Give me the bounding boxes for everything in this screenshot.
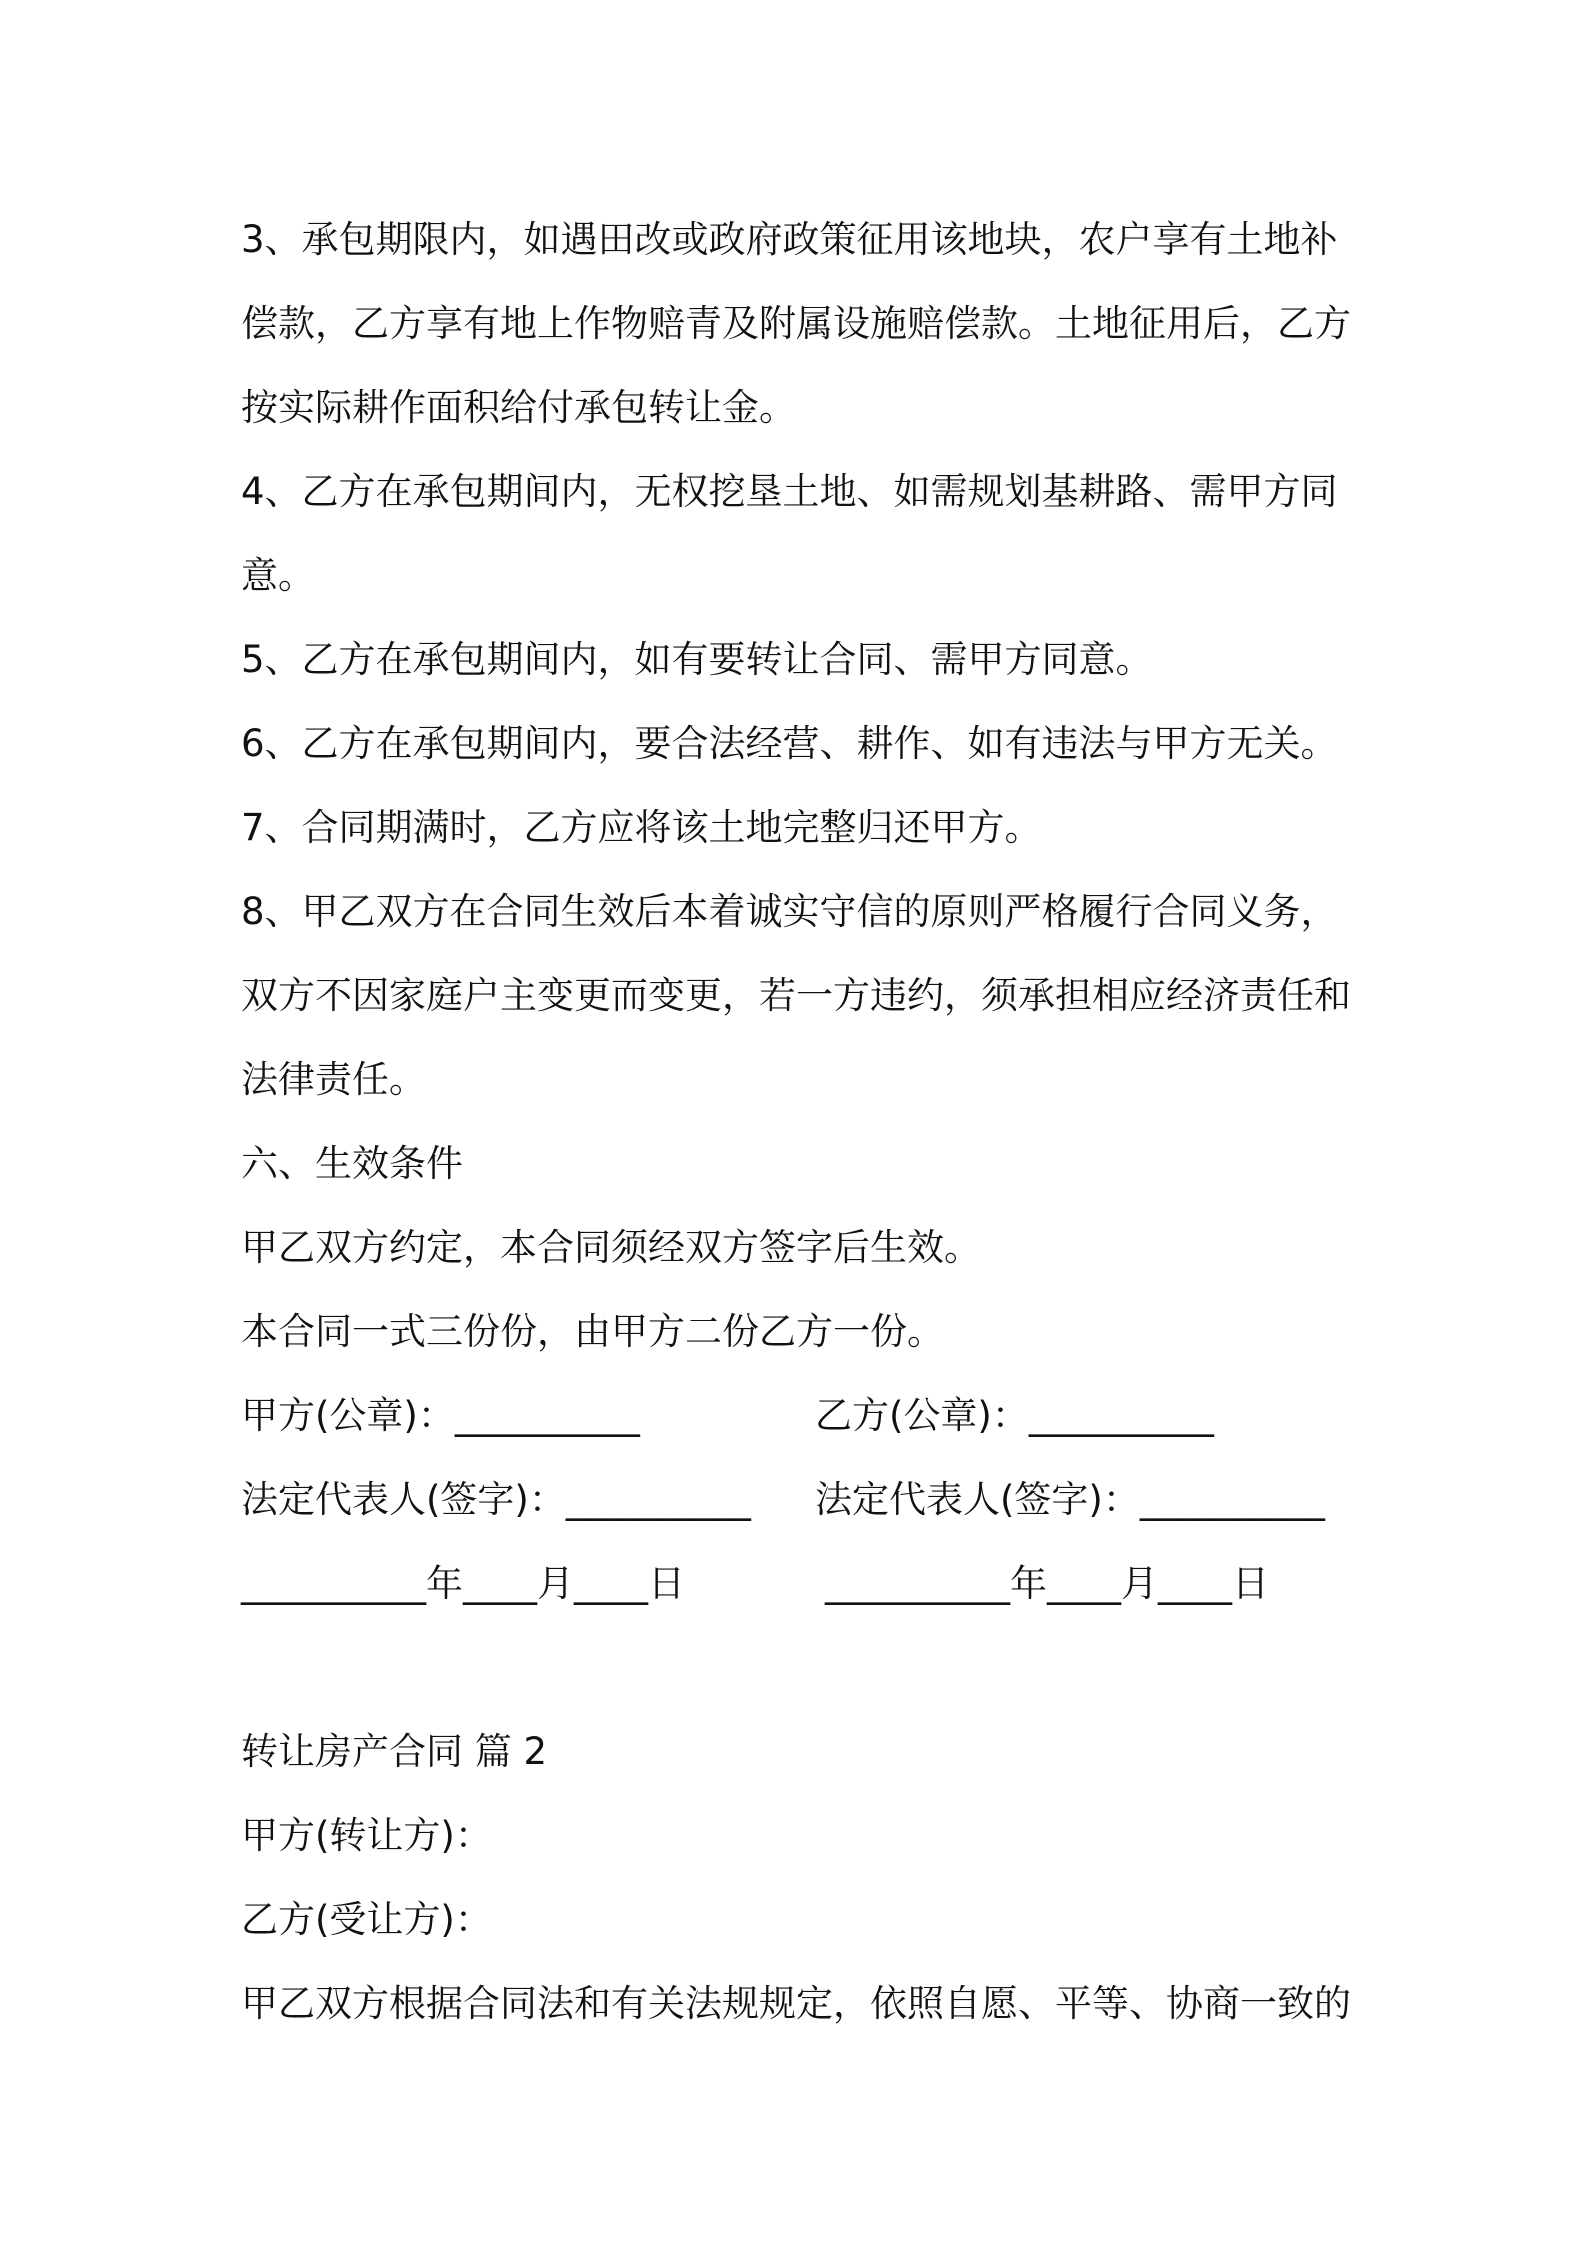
section-2-title: 转让房产合同 篇 2 <box>241 1730 548 1773</box>
clause-3-line-3: 按实际耕作面积给付承包转让金。 <box>241 386 796 429</box>
party-b-seal-field: 乙方(公章)：__________ <box>815 1394 1214 1437</box>
party-b-representative-field: 法定代表人(签字)：__________ <box>815 1478 1325 1521</box>
section-2-intro: 甲乙双方根据合同法和有关法规规定，依照自愿、平等、协商一致的 <box>241 1982 1351 2025</box>
clause-7: 7、合同期满时，乙方应将该土地完整归还甲方。 <box>241 806 1042 849</box>
signature-row-representative <box>241 1458 1361 1542</box>
signature-row-seal <box>241 1374 1361 1458</box>
section-heading-effective-conditions: 六、生效条件 <box>241 1142 463 1185</box>
spacer <box>241 1626 1361 1710</box>
clause-3-line-2: 偿款，乙方享有地上作物赔青及附属设施赔偿款。土地征用后，乙方 <box>241 302 1351 345</box>
party-a-date-field: __________年____月____日 <box>241 1562 685 1605</box>
party-a-seal-field: 甲方(公章)：__________ <box>241 1394 640 1437</box>
clause-3-line-1: 3、承包期限内，如遇田改或政府政策征用该地块，农户享有土地补 <box>241 218 1338 261</box>
document-body <box>241 198 1361 2046</box>
effective-condition-text: 甲乙双方约定，本合同须经双方签字后生效。 <box>241 1226 981 1269</box>
clause-6: 6、乙方在承包期间内，要合法经营、耕作、如有违法与甲方无关。 <box>241 722 1338 765</box>
section-2-party-b: 乙方(受让方)： <box>241 1898 492 1941</box>
clause-8-line-1: 8、甲乙双方在合同生效后本着诚实守信的原则严格履行合同义务， <box>241 890 1338 933</box>
clause-8-line-2: 双方不因家庭户主变更而变更，若一方违约，须承担相应经济责任和 <box>241 974 1351 1017</box>
clause-8-line-3: 法律责任。 <box>241 1058 426 1101</box>
signature-row-date <box>241 1542 1361 1626</box>
clause-4-line-2: 意。 <box>241 554 315 597</box>
section-2-party-a: 甲方(转让方)： <box>241 1814 492 1857</box>
party-a-representative-field: 法定代表人(签字)：__________ <box>241 1478 751 1521</box>
party-b-date-field: __________年____月____日 <box>825 1562 1269 1605</box>
copies-text: 本合同一式三份份，由甲方二份乙方一份。 <box>241 1310 944 1353</box>
clause-5: 5、乙方在承包期间内，如有要转让合同、需甲方同意。 <box>241 638 1153 681</box>
clause-4-line-1: 4、乙方在承包期间内，无权挖垦土地、如需规划基耕路、需甲方同 <box>241 470 1338 513</box>
